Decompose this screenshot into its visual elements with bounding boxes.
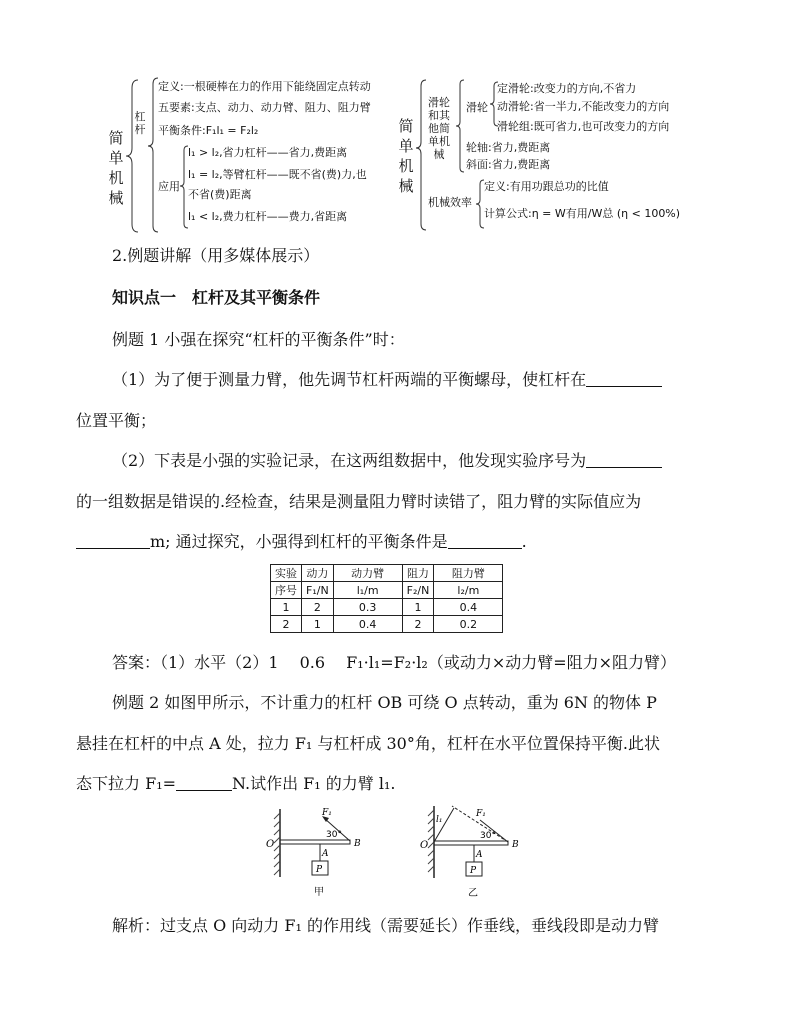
mindmap-left-title: 简单机械 xyxy=(108,129,124,207)
table-header-cell: 阻力 xyxy=(402,565,434,582)
table-cell: 2 xyxy=(302,599,334,616)
mindmap-movable-pulley: 动滑轮:省一半力,不能改变力的方向 xyxy=(497,100,670,113)
table-cell: 0.2 xyxy=(434,616,503,633)
table-cell: 0.4 xyxy=(333,616,402,633)
mindmap-pulley-label: 滑轮 xyxy=(466,101,488,114)
answer-blank[interactable] xyxy=(76,532,150,549)
example1-title: 例题 1 小强在探究“杠杆的平衡条件”时： xyxy=(112,330,405,349)
mindmap-lever-label: 杠杆 xyxy=(134,110,146,136)
mindmap-app-1: l₁ > l₂,省力杠杆——省力,费距离 xyxy=(188,146,348,159)
label-O: O xyxy=(420,840,429,851)
table-cell: 1 xyxy=(271,599,302,616)
mindmap-efficiency-label: 机械效率 xyxy=(428,196,472,209)
figure-b xyxy=(412,802,532,902)
table-header-cell: F₂/N xyxy=(402,582,434,599)
example1-q2-line2: 的一组数据是错误的.经检查，结果是测量阻力臂时读错了，阻力臂的实际值应为 xyxy=(76,492,642,511)
experiment-table xyxy=(270,564,503,633)
label-O: O xyxy=(266,839,275,850)
mindmap-pulley-block: 滑轮组:既可省力,也可改变力的方向 xyxy=(497,120,670,133)
mindmap-wheel-axle: 轮轴:省力,费距离 xyxy=(466,141,551,154)
mindmap-lever-definition: 定义:一根硬棒在力的作用下能绕固定点转动 xyxy=(158,80,371,93)
table-cell: 1 xyxy=(302,616,334,633)
answer-1: 答案：（1）水平（2）1 0.6 F₁·l₁=F₂·l₂（或动力×动力臂=阻力×阻力臂） xyxy=(112,653,677,672)
answer-blank[interactable] xyxy=(448,532,522,549)
label-l1: l₁ xyxy=(436,815,443,825)
mindmap-lever-five-elements: 五要素:支点、动力、动力臂、阻力、阻力臂 xyxy=(158,101,371,114)
table-header-cell: 实验 xyxy=(271,565,302,582)
table-header-cell: 阻力臂 xyxy=(434,565,503,582)
example2-line3 xyxy=(76,773,395,795)
answer-blank[interactable] xyxy=(176,774,232,791)
mindmap-others-label: 滑轮和其他简单机械 xyxy=(428,96,450,161)
example2-text3b: N.试作出 F₁ 的力臂 l₁. xyxy=(232,774,396,793)
example1-q2-line1 xyxy=(112,450,662,472)
table-header-cell: 序号 xyxy=(271,582,302,599)
example2-text3a: 态下拉力 F₁= xyxy=(76,774,177,793)
example1-q1-text: （1）为了便于测量力臂，他先调节杠杆两端的平衡螺母，使杠杆在 xyxy=(112,370,587,389)
mindmap-right-title: 简单机械 xyxy=(398,117,414,195)
table-header-cell: 动力 xyxy=(302,565,334,582)
example1-q2-line3: m; 通过探究，小强得到杠杆的平衡条件是 . xyxy=(76,531,527,553)
example1-q2-text3: 通过探究，小强得到杠杆的平衡条件是 xyxy=(170,532,448,551)
table-cell: 2 xyxy=(271,616,302,633)
figure-a xyxy=(262,805,372,901)
knowledge-point-title: 知识点一 杠杆及其平衡条件 xyxy=(112,288,321,307)
unit-m: m; xyxy=(150,532,171,551)
mindmap-lever-application: 应用 xyxy=(158,180,180,193)
analysis-text: 解析：过支点 O 向动力 F₁ 的作用线（需要延长）作垂线，垂线段即是动力臂 xyxy=(112,916,659,935)
mindmap-lever-balance: 平衡条件:F₁l₁ = F₂l₂ xyxy=(158,124,259,137)
mindmap-efficiency-definition: 定义:有用功跟总功的比值 xyxy=(484,180,609,193)
example2-line2: 悬挂在杠杆的中点 A 处，拉力 F₁ 与杠杆成 30°角，杠杆在水平位置保持平衡.此状 xyxy=(76,734,660,753)
section-heading: 2.例题讲解（用多媒体展示） xyxy=(112,246,320,265)
caption-b: 乙 xyxy=(468,888,478,899)
caption-a: 甲 xyxy=(314,887,324,898)
answer-blank[interactable] xyxy=(586,451,662,468)
label-B: B xyxy=(354,839,361,849)
table-header-cell: F₁/N xyxy=(302,582,334,599)
label-F1: F₁ xyxy=(322,808,332,818)
label-angle: 30° xyxy=(326,830,342,840)
label-P: P xyxy=(470,866,477,876)
table-cell: 1 xyxy=(402,599,434,616)
mindmap-app-3: l₁ < l₂,费力杠杆——费力,省距离 xyxy=(188,210,348,223)
table-header-cell: 动力臂 xyxy=(333,565,402,582)
mindmap-slope: 斜面:省力,费距离 xyxy=(466,158,551,171)
table-row xyxy=(271,599,503,616)
mindmap-lever-brace xyxy=(146,76,162,236)
mindmap-fixed-pulley: 定滑轮:改变力的方向,不省力 xyxy=(497,82,637,95)
label-B: B xyxy=(512,840,519,850)
example1-q1-line1 xyxy=(112,369,662,391)
label-P: P xyxy=(316,865,323,875)
table-cell: 2 xyxy=(402,616,434,633)
table-header-row xyxy=(271,582,503,599)
example1-q1-line2: 位置平衡； xyxy=(76,411,157,430)
label-A: A xyxy=(476,850,483,860)
table-header-cell: l₁/m xyxy=(333,582,402,599)
mindmap-app-2a: l₁ = l₂,等臂杠杆——既不省(费)力,也 xyxy=(188,168,367,181)
label-F1: F₁ xyxy=(476,809,486,819)
mindmap-efficiency-formula: 计算公式:η = W有用/W总 (η < 100%) xyxy=(484,207,681,220)
table-header-row xyxy=(271,565,503,582)
answer-blank[interactable] xyxy=(586,370,662,387)
label-A: A xyxy=(322,849,329,859)
example2-line1: 例题 2 如图甲所示，不计重力的杠杆 OB 可绕 O 点转动，重为 6N 的物体 P xyxy=(112,693,657,712)
example1-q2-text: （2）下表是小强的实验记录，在这两组数据中，他发现实验序号为 xyxy=(112,451,587,470)
label-angle: 30° xyxy=(480,831,496,841)
table-row xyxy=(271,616,503,633)
table-header-cell: l₂/m xyxy=(434,582,503,599)
table-cell: 0.3 xyxy=(333,599,402,616)
table-cell: 0.4 xyxy=(434,599,503,616)
mindmap-app-2b: 不省(费)距离 xyxy=(188,188,252,201)
